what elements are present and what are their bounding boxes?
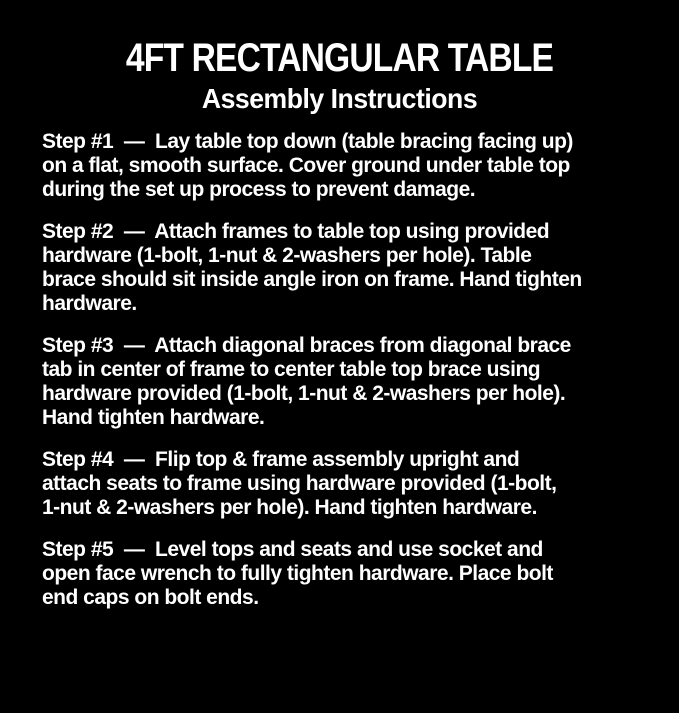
step-2-line-2: hardware (1-bolt, 1-nut & 2-washers per hole). Table xyxy=(42,244,532,267)
step-1-line-2: on a flat, smooth surface. Cover ground under table top xyxy=(42,154,570,177)
step-2-line-3: brace should sit inside angle iron on frame. Hand tighten xyxy=(42,268,582,291)
step-2-line-1: Step #2 — Attach frames to table top using provided xyxy=(42,220,550,243)
step-1-line-1: Step #1 — Lay table top down (table bracing facing up) xyxy=(42,130,573,153)
step-1 xyxy=(42,130,679,202)
step-2-line-4: hardware. xyxy=(42,292,137,315)
step-5-line-3: end caps on bolt ends. xyxy=(42,586,259,609)
step-5 xyxy=(42,538,679,610)
step-3 xyxy=(42,334,679,430)
page-subtitle: Assembly Instructions xyxy=(201,83,478,114)
step-4-line-3: 1-nut & 2-washers per hole). Hand tighten hardware. xyxy=(42,496,537,519)
step-4 xyxy=(42,448,679,520)
step-3-line-3: hardware provided (1-bolt, 1-nut & 2-washers per hole). xyxy=(42,382,566,405)
steps-list xyxy=(42,130,679,610)
step-3-line-2: tab in center of frame to center table top brace using xyxy=(42,358,541,381)
step-5-line-2: open face wrench to fully tighten hardware. Place bolt xyxy=(42,562,553,585)
page-title: 4FT RECTANGULAR TABLE xyxy=(125,36,554,80)
step-4-line-2: attach seats to frame using hardware provided (1-bolt, xyxy=(42,472,557,495)
step-3-line-4: Hand tighten hardware. xyxy=(42,406,265,429)
step-5-line-1: Step #5 — Level tops and seats and use socket and xyxy=(42,538,543,561)
step-3-line-1: Step #3 — Attach diagonal braces from diagonal brace xyxy=(42,334,571,357)
instruction-sheet xyxy=(0,34,679,713)
step-1-line-3: during the set up process to prevent damage. xyxy=(42,178,476,201)
step-4-line-1: Step #4 — Flip top & frame assembly upright and xyxy=(42,448,520,471)
step-2 xyxy=(42,220,679,316)
